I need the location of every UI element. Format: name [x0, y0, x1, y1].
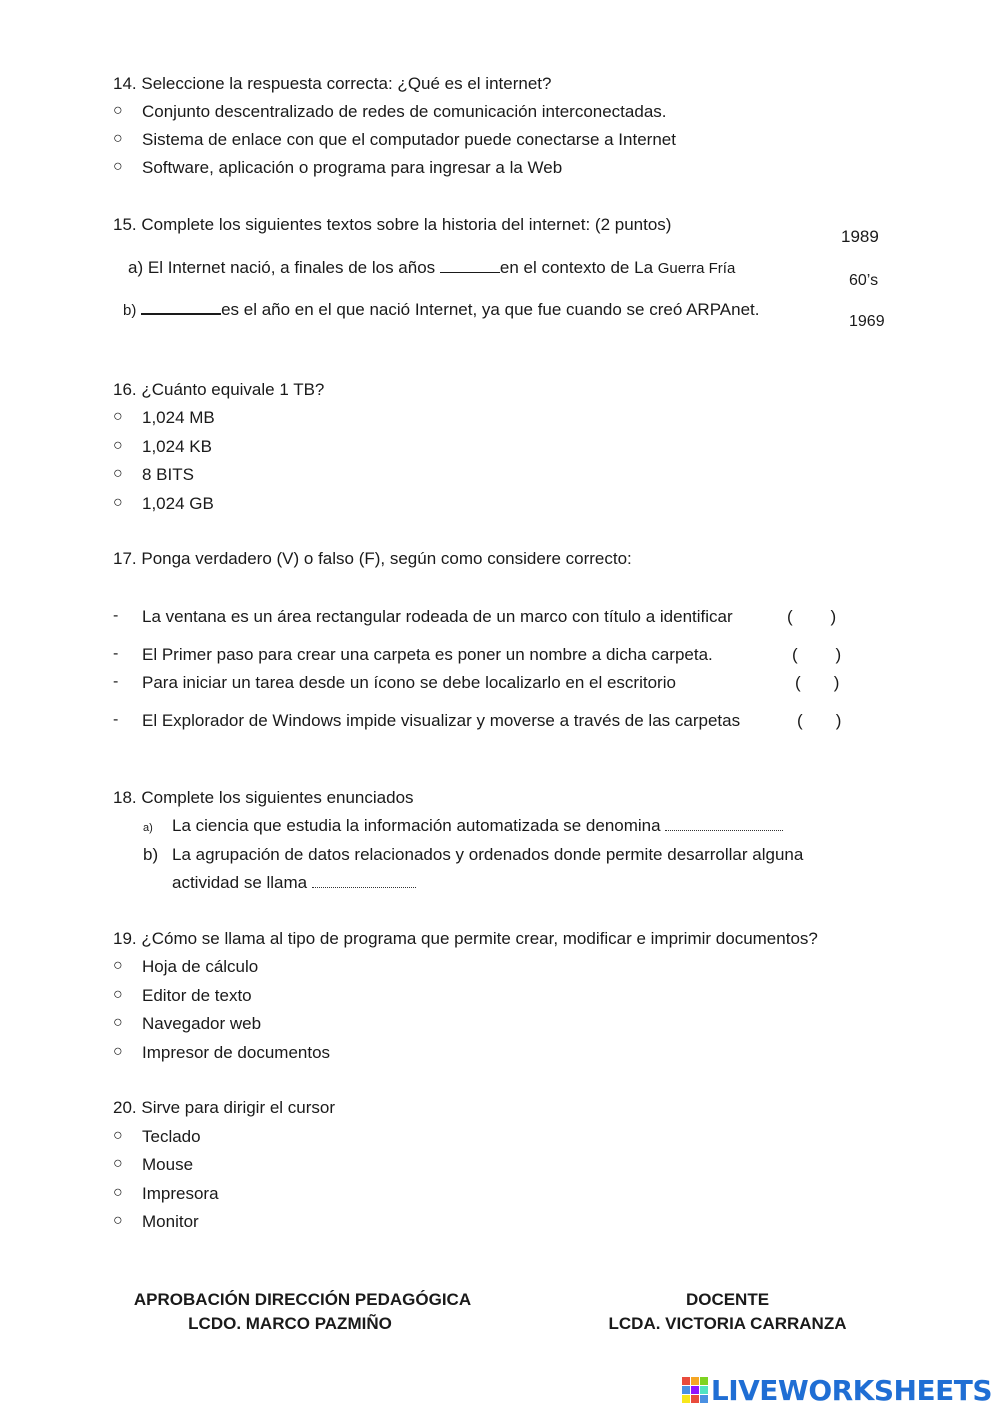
q17-statement [113, 645, 913, 667]
logo-grid-square [691, 1386, 699, 1394]
answer-box[interactable]: ( ) [787, 607, 837, 626]
item-label: a) [128, 258, 144, 277]
radio-circle-icon[interactable]: ○ [113, 102, 123, 119]
q14-title: 14. Seleccione la respuesta correcta: ¿Qué es el internet? [113, 74, 552, 93]
q16-option[interactable] [113, 465, 913, 487]
item-text: La [634, 258, 654, 277]
logo-grid-square [700, 1395, 708, 1403]
q17-statement [113, 711, 913, 733]
q14-option[interactable] [113, 102, 913, 124]
radio-circle-icon[interactable]: ○ [113, 437, 123, 454]
q16-title: 16. ¿Cuánto equivale 1 TB? [113, 380, 325, 399]
footer-right-name: LCDA. VICTORIA CARRANZA [608, 1314, 847, 1333]
statement-text: El Explorador de Windows impide visualizar y moverse a través de las carpetas [142, 711, 741, 730]
logo-grid-square [682, 1377, 690, 1385]
q14-option[interactable] [113, 158, 913, 180]
q20-option[interactable] [113, 1212, 913, 1234]
logo-wordmark: LIVEWORKSHEETS [710, 1373, 992, 1407]
q17-statement [113, 673, 913, 695]
item-label: b) [123, 302, 137, 319]
statement-text: La ventana es un área rectangular rodeada de un marco con título a identificar [142, 607, 733, 626]
logo-grid-square [691, 1395, 699, 1403]
radio-circle-icon[interactable]: ○ [113, 1014, 123, 1031]
radio-circle-icon[interactable]: ○ [113, 158, 123, 175]
q17-statement [113, 607, 913, 629]
fill-blank-dotted[interactable] [665, 818, 783, 831]
q19-title: 19. ¿Cómo se llama al tipo de programa que permite crear, modificar e imprimir documentos? [113, 929, 818, 948]
q19-option[interactable] [113, 1014, 913, 1036]
item-label: b) [143, 845, 159, 864]
radio-circle-icon[interactable]: ○ [113, 130, 123, 147]
q16-option[interactable] [113, 408, 913, 430]
radio-circle-icon[interactable]: ○ [113, 957, 123, 974]
option-label: Editor de texto [142, 986, 252, 1005]
answer-option-60s[interactable]: 60’s [849, 272, 879, 289]
footer-right-role: DOCENTE [685, 1290, 770, 1309]
logo-grid-icon [682, 1377, 708, 1403]
dash-bullet: - [113, 645, 119, 662]
radio-circle-icon[interactable]: ○ [113, 408, 123, 425]
q19-option[interactable] [113, 1043, 913, 1065]
answer-option-1969[interactable]: 1969 [849, 313, 885, 330]
item-text: El Internet nació, a finales de los años [147, 258, 436, 277]
statement-text: Para iniciar un tarea desde un ícono se debe localizarlo en el escritorio [142, 673, 676, 692]
answer-box[interactable]: ( ) [797, 711, 842, 730]
answer-option-1989[interactable]: 1989 [841, 227, 879, 246]
fill-blank-dotted[interactable] [312, 875, 416, 888]
logo-grid-square [691, 1377, 699, 1385]
logo-grid-square [700, 1386, 708, 1394]
item-text: La ciencia que estudia la información automatizada se denomina [172, 816, 661, 835]
option-label: Software, aplicación o programa para ingresar a la Web [142, 158, 563, 177]
q18-item-b-line1: La agrupación de datos relacionados y ordenados donde permite desarrollar alguna [172, 845, 804, 864]
q17-title: 17. Ponga verdadero (V) o falso (F), según como considere correcto: [113, 549, 632, 568]
q20-title: 20. Sirve para dirigir el cursor [113, 1098, 336, 1117]
option-label: Impresora [142, 1184, 219, 1203]
q18-title: 18. Complete los siguientes enunciados [113, 788, 414, 807]
answer-box[interactable]: ( ) [792, 645, 842, 664]
q18-item-a-text [172, 816, 783, 836]
footer-left-role: APROBACIÓN DIRECCIÓN PEDAGÓGICA [133, 1290, 472, 1309]
q18-item-b-line2 [172, 873, 416, 893]
option-label: 1,024 MB [142, 408, 215, 427]
footer-left-name: LCDO. MARCO PAZMIÑO [188, 1314, 392, 1333]
option-label: Sistema de enlace con que el computador puede conectarse a Internet [142, 130, 676, 149]
option-label: Hoja de cálculo [142, 957, 259, 976]
q16-option[interactable] [113, 494, 913, 516]
item-label: a) [143, 822, 153, 834]
dash-bullet: - [113, 711, 119, 728]
liveworksheets-logo [682, 1373, 992, 1407]
fill-blank-b[interactable] [141, 299, 221, 315]
option-label: Monitor [142, 1212, 199, 1231]
option-label: 8 BITS [142, 465, 194, 484]
radio-circle-icon[interactable]: ○ [113, 494, 123, 511]
q20-option[interactable] [113, 1155, 913, 1177]
q18-item-a [143, 817, 153, 837]
logo-grid-square [682, 1386, 690, 1394]
q15-title: 15. Complete los siguientes textos sobre la historia del internet: (2 puntos) [113, 215, 672, 234]
radio-circle-icon[interactable]: ○ [113, 1155, 123, 1172]
radio-circle-icon[interactable]: ○ [113, 465, 123, 482]
logo-grid-square [700, 1377, 708, 1385]
item-text: actividad se llama [172, 873, 308, 892]
radio-circle-icon[interactable]: ○ [113, 1127, 123, 1144]
q19-option[interactable] [113, 986, 913, 1008]
dash-bullet: - [113, 673, 119, 690]
q15-item-b [123, 299, 759, 320]
item-text: es el año en el que nació Internet, ya que fue cuando se creó ARPAnet. [221, 300, 760, 319]
statement-text: El Primer paso para crear una carpeta es poner un nombre a dicha carpeta. [142, 645, 713, 664]
fill-blank-a[interactable] [440, 258, 500, 273]
q14-option[interactable] [113, 130, 913, 152]
option-label: Navegador web [142, 1014, 262, 1033]
answer-box[interactable]: ( ) [795, 673, 840, 692]
radio-circle-icon[interactable]: ○ [113, 986, 123, 1003]
q20-option[interactable] [113, 1127, 913, 1149]
q16-option[interactable] [113, 437, 913, 459]
logo-grid-square [682, 1395, 690, 1403]
dash-bullet: - [113, 607, 119, 624]
option-label: Conjunto descentralizado de redes de comunicación interconectadas. [142, 102, 667, 121]
q15-item-a [128, 258, 735, 278]
option-label: 1,024 KB [142, 437, 212, 456]
option-label: Impresor de documentos [142, 1043, 331, 1062]
radio-circle-icon[interactable]: ○ [113, 1212, 123, 1229]
option-label: 1,024 GB [142, 494, 214, 513]
item-text: Guerra Fría [657, 260, 736, 277]
option-label: Mouse [142, 1155, 194, 1174]
radio-circle-icon[interactable]: ○ [113, 1043, 123, 1060]
q20-option[interactable] [113, 1184, 913, 1206]
option-label: Teclado [142, 1127, 201, 1146]
item-text: en el contexto de [499, 258, 630, 277]
q19-option[interactable] [113, 957, 913, 979]
radio-circle-icon[interactable]: ○ [113, 1184, 123, 1201]
